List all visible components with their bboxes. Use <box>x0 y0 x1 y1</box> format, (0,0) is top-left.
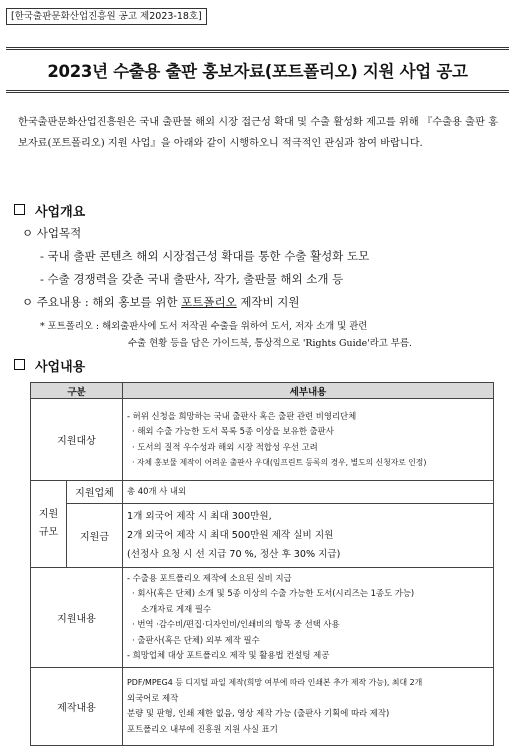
production-details: PDF/MPEG4 등 디지털 파일 제작(희망 여부에 따라 인쇄본 추가 제작 가능), 최대 2개 외국어로 제작 분량 및 판형, 인쇄 제한 없음, 영상 제작 가능 (출판사 기획에 따라 제작) 포트폴리오 내부에 진흥원 지원 사실 표기 <box>123 667 494 745</box>
checkbox-square-icon <box>14 204 25 215</box>
amount-details: 1개 외국어 제작 시 최대 300만원, 2개 외국어 제작 시 최대 500만원 제작 실비 지원 (선정사 요청 시 선 지급 70 %, 정산 후 30% 지급) <box>123 503 494 567</box>
row-label-eligibility: 지원대상 <box>31 399 123 481</box>
main-content-line: ㅇ 주요내용 : 해외 홍보를 위한 포트폴리오 제작비 지원 <box>22 295 300 309</box>
portfolio-note: * 포트폴리오 : 해외출판사에 도서 저작권 수출을 위하여 도서, 저자 소개 및 관련 <box>40 321 368 332</box>
row-label-production: 제작내용 <box>31 667 123 745</box>
row-label-scale: 지원 규모 <box>31 481 67 568</box>
support-details: - 수출용 포트폴리오 제작에 소요된 실비 지급 · 회사(혹은 단체) 소개 및 5종 이상의 수출 가능한 도서(시리즈는 1종도 가능) 소개자료 게재 필수 · 번역 ·감수비/편집·디자인비/인쇄비의 항목 중 선택 사용 · 출판사(혹은 단체) 외부 제작 필수 - 희망업체 대상 포트폴리오 제작 및 활용법 컨설팅 제공 <box>123 567 494 667</box>
checkbox-square-icon <box>14 359 25 370</box>
eligibility-details: - 허위 신청을 희망하는 국내 출판사 혹은 출판 관련 비영리단체 · 해외 수출 가능한 도서 목록 5종 이상을 보유한 출판사 · 도서의 질적 우수성과 해외 시장 적합성 우선 고려 · 자체 홍보물 제작이 어려운 출판사 우대(임프린트 등록의 경우, 별도의 신청자로 인정) <box>123 399 494 481</box>
details-table <box>30 382 494 746</box>
table-header-details: 세부내용 <box>123 383 494 399</box>
section-heading-overview: 사업개요 <box>14 201 85 220</box>
row-label-companies: 지원업체 <box>67 481 123 504</box>
companies-value: 총 40개 사 내외 <box>123 481 494 504</box>
row-label-support: 지원내용 <box>31 567 123 667</box>
purpose-item: - 국내 출판 콘텐츠 해외 시장접근성 확대를 통한 수출 활성화 도모 <box>40 249 370 263</box>
table-header-category: 구분 <box>31 383 123 399</box>
row-label-amount: 지원금 <box>67 503 123 567</box>
portfolio-note: 수출 현황 등을 담은 가이드북, 통상적으로 'Rights Guide'라고 부름. <box>128 338 412 349</box>
purpose-label: ㅇ 사업목적 <box>22 226 82 240</box>
title-box <box>6 47 509 93</box>
purpose-item: - 수출 경쟁력을 갖춘 국내 출판사, 작가, 출판물 해외 소개 등 <box>40 272 344 286</box>
notice-number: [한국출판문화산업진흥원 공고 제2023-18호] <box>6 8 207 25</box>
section-heading-details: 사업내용 <box>14 356 85 375</box>
intro-paragraph: 한국출판문화산업진흥원은 국내 출판물 해외 시장 접근성 확대 및 수출 활성화 제고를 위해 『수출용 출판 홍보자료(포트폴리오) 지원 사업』을 아래와 같이 시행하오니 적극적인 관심과 참여 바랍니다. <box>18 117 499 149</box>
page-title: 2023년 수출용 출판 홍보자료(포트폴리오) 지원 사업 공고 <box>47 62 468 81</box>
